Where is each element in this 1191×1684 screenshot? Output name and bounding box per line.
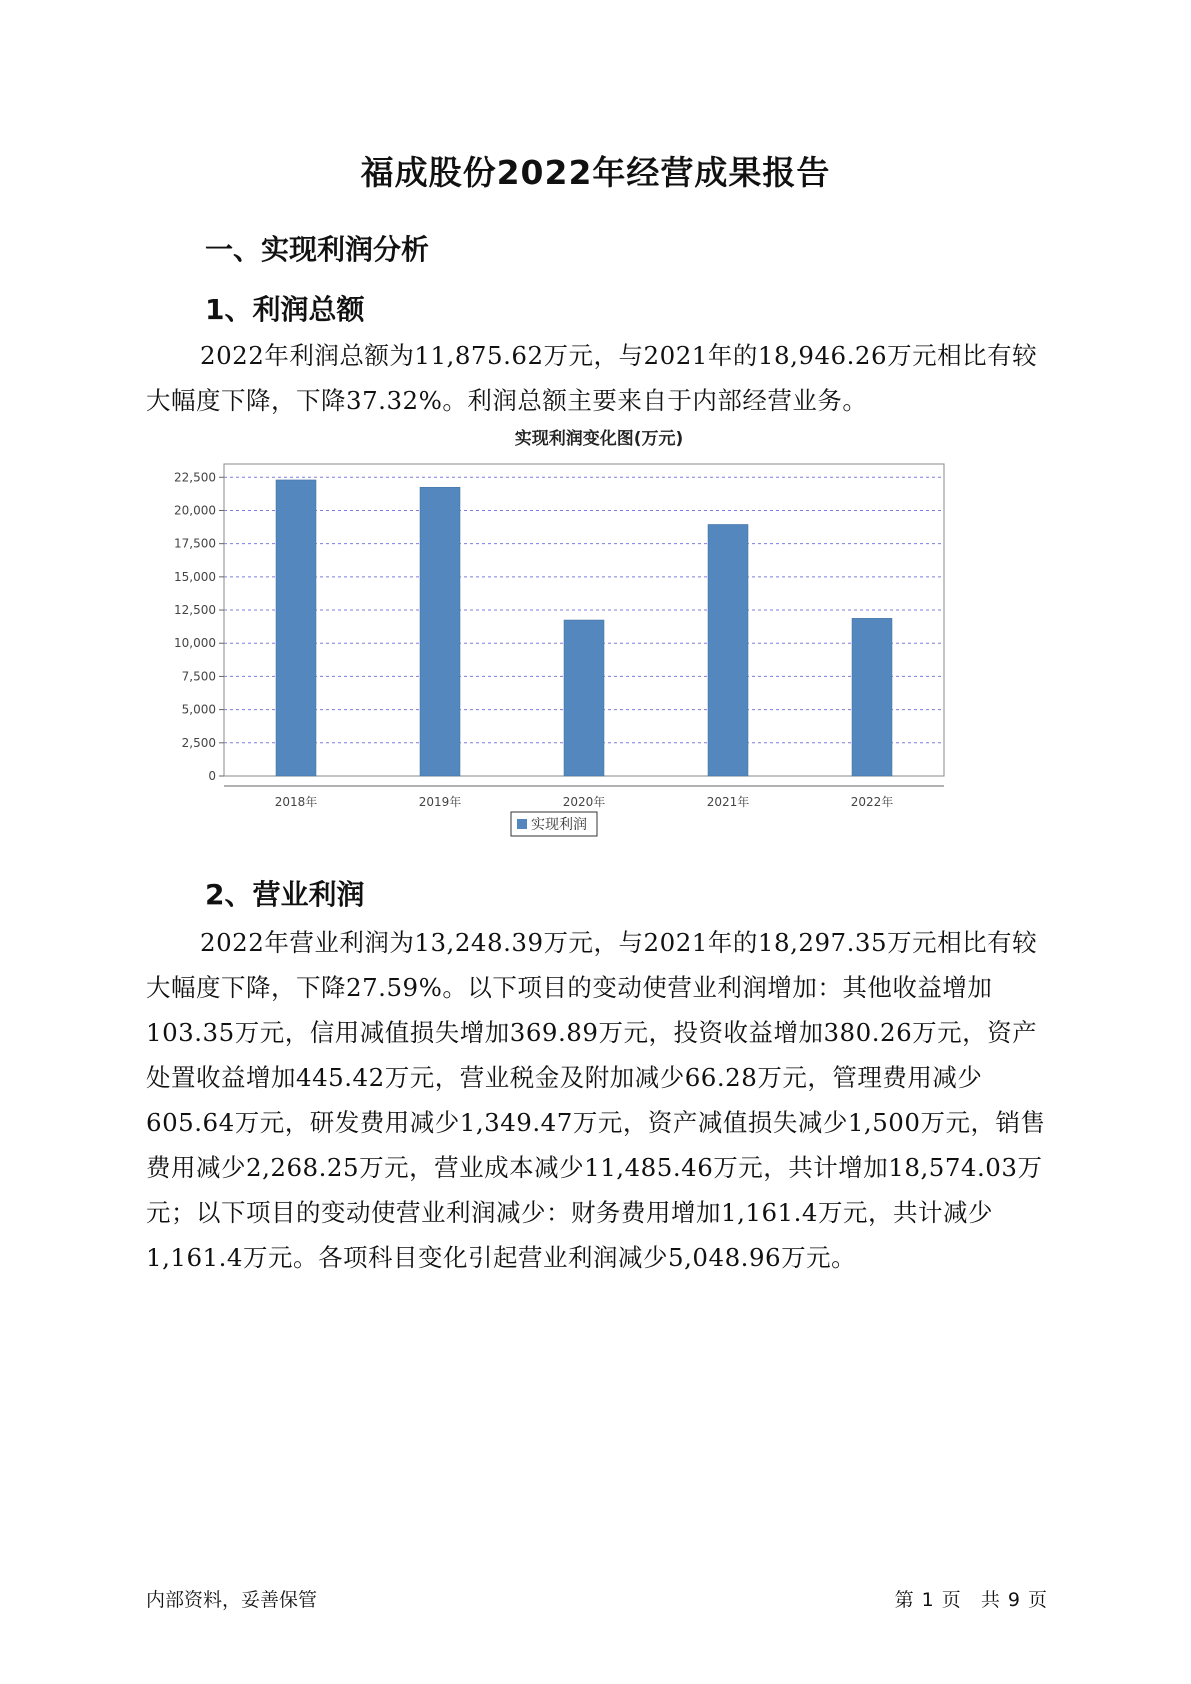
footer-page-info xyxy=(891,1585,1051,1612)
chart-title: 实现利润变化图(万元) xyxy=(514,429,684,449)
page-number: 1 xyxy=(921,1589,934,1611)
bar xyxy=(852,618,892,776)
paragraph-total-profit: 2022年利润总额为11,875.62万元，与2021年的18,946.26万元相比有较大幅度下降，下降37.32%。利润总额主要来自于内部经营业务。 xyxy=(146,341,1038,415)
page-prefix: 第 xyxy=(894,1589,914,1611)
chart-bars xyxy=(276,480,892,776)
y-tick-label: 0 xyxy=(208,769,216,783)
y-tick-label: 17,500 xyxy=(174,536,216,551)
x-tick-label: 2018年 xyxy=(274,795,318,809)
y-tick-label: 15,000 xyxy=(174,569,216,584)
x-tick-label: 2019年 xyxy=(418,795,462,809)
y-tick-label: 7,500 xyxy=(181,669,216,684)
section-heading-profit-analysis: 一、实现利润分析 xyxy=(205,233,430,266)
bar xyxy=(276,480,316,776)
bar xyxy=(564,620,604,776)
y-tick-label: 12,500 xyxy=(174,603,216,618)
total-prefix: 共 xyxy=(980,1589,1000,1611)
y-tick-label: 2,500 xyxy=(181,735,216,750)
legend-label: 实现利润 xyxy=(531,817,587,833)
x-tick-label: 2021年 xyxy=(706,795,750,809)
y-axis-ticks xyxy=(174,470,224,783)
page-title: 福成股份2022年经营成果报告 xyxy=(360,153,831,192)
total-pages: 9 xyxy=(1007,1589,1020,1611)
x-tick-label: 2022年 xyxy=(850,795,894,809)
legend-swatch xyxy=(517,819,527,829)
bar xyxy=(708,524,748,776)
y-tick-label: 22,500 xyxy=(174,470,216,485)
x-axis-ticks xyxy=(224,786,944,809)
paragraph-operating-profit: 2022年营业利润为13,248.39万元，与2021年的18,297.35万元相比有较大幅度下降，下降27.59%。以下项目的变动使营业利润增加：其他收益增加103.35万元，信用减值损失增加369.89万元，投资收益增加380.26万元，资产处置收益增加445.42万元，营业税金及附加减少66.28万元，管理费用减少605.64万元，研发费用减少1,349.47万元，资产减值损失减少1,500万元，销售费用减少2,268.25万元，营业成本减少11,485.46万元，共计增加18,574.03万元；以下项目的变动使营业利润减少：财务费用增加1,161.4万元，共计减少1,161.4万元。各项科目变化引起营业利润减少5,048.96万元。 xyxy=(146,928,1046,1272)
total-unit: 页 xyxy=(1027,1589,1047,1611)
page-unit: 页 xyxy=(941,1589,961,1611)
chart-legend xyxy=(511,812,597,836)
subsection-heading-total-profit: 1、利润总额 xyxy=(205,293,365,326)
subsection-heading-operating-profit: 2、营业利润 xyxy=(205,878,365,911)
y-tick-label: 20,000 xyxy=(174,503,216,518)
profit-bar-chart xyxy=(146,429,1051,910)
x-tick-label: 2020年 xyxy=(562,795,606,809)
y-tick-label: 10,000 xyxy=(174,636,216,651)
bar xyxy=(420,487,460,776)
y-tick-label: 5,000 xyxy=(181,702,216,717)
footer-confidential-note: 内部资料，妥善保管 xyxy=(146,1589,318,1611)
